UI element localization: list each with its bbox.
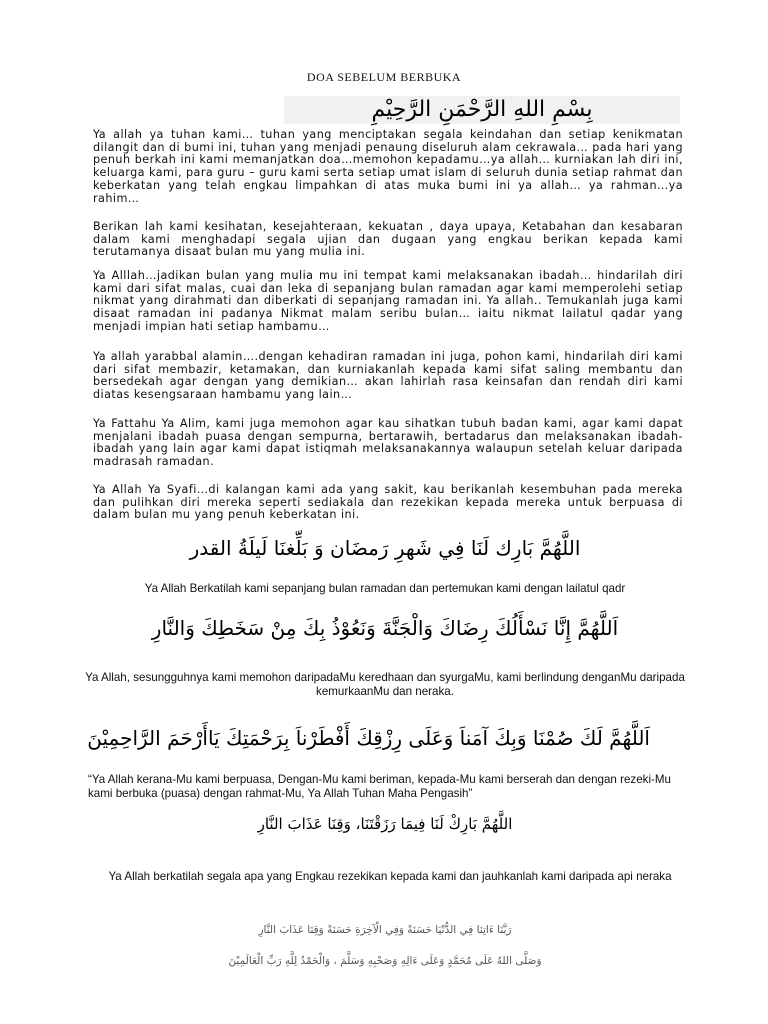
closing-salawat-arabic: وَصَلَّى اللهُ عَلَى مُحَمَّدٍ وَعَلَى ءَالِهِ وَصَحْبِهِ وَسَلَّمَ ، وَالْحَمْدُ لِلَّهِ رَبِّ الْعَالَمِيْنَ [228, 955, 542, 967]
prayer-paragraph-6: Ya Allah Ya Syafi…di kalangan kami ada yang sakit, kau berikanlah kesembuhan pada mereka dan pulihkan diri mereka seperti sediakala dan rezekikan kepada mereka untuk berpuasa di dalam bulan mu yang penuh keberkatan ini. [93, 483, 683, 522]
closing-dua-arabic: رَبَّنَا ءَاتِنَا فِي الدُّنْيَا حَسَنَةً وَفِي الْآخِرَةِ حَسَنَةً وَقِنَا عَذَابَ النَّارِ [258, 924, 512, 936]
dua-translation-3: “Ya Allah kerana-Mu kami berpuasa, Dengan-Mu kami beriman, kepada-Mu kami berserah dan dengan rezeki-Mu kami berbuka (puasa) dengan rahmat-Mu, Ya Allah Tuhan Maha Pengasih” [88, 773, 671, 800]
basmalah-calligraphy: بِسْمِ اللهِ الرَّحْمَنِ الرَّحِيْمِ [284, 96, 680, 124]
prayer-paragraph-3: Ya Alllah…jadikan bulan yang mulia mu ini tempat kami melaksanakan ibadah… hindarilah diri kami dari sifat malas, cuai dan leka di sepanjang bulan ramadan agar kami memperolehi setiap nikmat yang dirahmati dan diberkati di sepanjang ramadan ini. Ya allah.. Temukanlah juga kami disaat ramadan ini padanya Nikmat malam seribu bulan… iaitu nikmat lailatul qadar yang menjadi impian hati setiap hambamu… [93, 269, 683, 333]
dua-arabic-4: اللَّهُمَّ بَارِكْ لَنَا فِيمَا رَزَقْتَنَا، وَقِنَا عَذَابَ النَّارِ [257, 815, 513, 833]
dua-arabic-1: اللَّهُمَّ بَارِك لَنَا فِي شَهرِ رَمضَان وَ بَلِّغنَا لَيلَةُ القدر [189, 536, 581, 560]
prayer-paragraph-5: Ya Fattahu Ya Alim, kami juga memohon agar kau sihatkan tubuh badan kami, agar kami dapat menjalani ibadah puasa dengan sempurna, bertarawih, bertadarus dan melaksanakan ibadah-ibadah yang lain agar kami dapat istiqmah melaksanakannya walaupun setelah keluar daripada madrasah ramadan. [93, 417, 683, 469]
document-title: DOA SEBELUM BERBUKA [306, 70, 462, 84]
prayer-paragraph-2: Berikan lah kami kesihatan, kesejahteraan, kekuatan , daya upaya, Ketabahan dan kesabaran dalam kami menghadapi segala ujian dan dugaan yang engkau berikan kepada kami terutamanya disaat bulan mu yang mulia ini. [93, 220, 683, 259]
dua-translation-2: Ya Allah, sesungguhnya kami memohon daripadaMu keredhaan dan syurgaMu, kami berlindung denganMu daripada kemurkaanMu dan neraka. [85, 671, 685, 698]
dua-arabic-2: اَللَّهُمَّ إِنَّا نَسْأَلُكَ رِضَاكَ وَالْجَنَّةَ وَنَعُوْذُ بِكَ مِنْ سَخَطِكَ وَالنَّارِ [151, 616, 619, 640]
prayer-paragraph-1: Ya allah ya tuhan kami… tuhan yang menciptakan segala keindahan dan setiap kenikmatan dilangit dan di bumi ini, tuhan yang menjadi penaung diseluruh alam cekrawala… pada hari yang penuh berkah ini kami memanjatkan doa…memohon kepadamu…ya allah… kurniakan lah diri ini, keluarga kami, para guru – guru kami serta setiap umat islam di seluruh dunia setiap rahmat dan keberkatan yang telah engkau limpahkan di atas muka bumi ini ya allah… ya rahman…ya rahim… [93, 128, 683, 205]
dua-translation-1: Ya Allah Berkatilah kami sepanjang bulan ramadan dan pertemukan kami dengan lailatul qadr [144, 582, 626, 595]
prayer-paragraph-4: Ya allah yarabbal alamin….dengan kehadiran ramadan ini juga, pohon kami, hindarilah diri kami dari sifat membazir, ketamakan, dan kurniakanlah kepada kami sifat saling membantu dan bersedekah agar dengan yang demikian… akan lahirlah rasa keinsafan dan rendah diri kami diatas kesengsaraan hambamu yang lain… [93, 350, 683, 402]
dua-translation-4: Ya Allah berkatilah segala apa yang Engkau rezekikan kepada kami dan jauhkanlah kami daripada api neraka [108, 870, 672, 883]
dua-arabic-3: اَللَّهُمَّ لَكَ صُمْنَا وَبِكَ آمَناَ وَعَلَى رِزْقِكَ أَفْطَرْناَ بِرَحْمَتِكَ يَاأَرْحَمَ الرَّاحِمِيْنَ [87, 726, 650, 750]
